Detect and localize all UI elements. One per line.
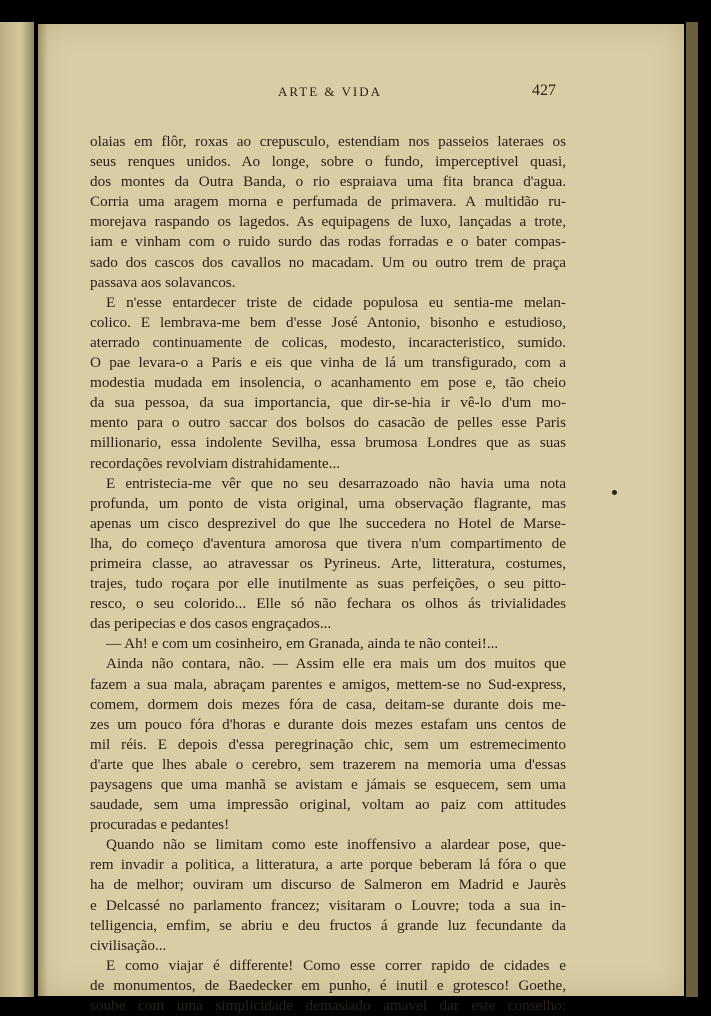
text-line: trajes, tudo roçara por elle inutilmente as suas perfeições, o seu pitto- <box>90 575 566 593</box>
text-line: comem, dormem dois mezes fóra de casa, deitam-se durante dois me- <box>90 695 566 713</box>
text-line: profunda, um ponto de vista original, uma observação flagrante, mas <box>90 494 566 512</box>
text-line: primeira classe, ao atravessar os Pyrineus. Arte, litteratura, costumes, <box>90 554 566 572</box>
text-line: iam e vinham com o ruido surdo das rodas forradas e o bater compas- <box>90 233 566 251</box>
text-line: de monumentos, de Baedecker em punho, é inutil e grotesco! Goethe, <box>90 976 566 994</box>
page-fold-shadow <box>38 24 48 996</box>
text-line: rem invadir a politica, a litteratura, a arte porque beberam lá fóra o que <box>90 856 566 874</box>
text-line: da sua pessoa, da sua importancia, que dir-se-hia ir vê-lo d'um mo- <box>90 394 566 412</box>
text-line: resco, o seu colorido... Elle só não fechara os olhos ás trivialidades <box>90 595 566 613</box>
text-line: O pae levara-o a Paris e eis que vinha de lá um transfigurado, com a <box>90 354 566 372</box>
text-line: telligencia, emfim, se abriu e deu fructos á grande luz fecundante da <box>90 916 566 934</box>
text-line: paysagens que uma manhã se avistam e jámais se esquecem, sem uma <box>90 776 566 793</box>
text-line: civilisação... <box>90 936 167 954</box>
text-line: zes um pouco fóra d'horas e durante dois mezes estafam uns centos de <box>90 715 566 733</box>
text-line: Quando não se limitam como este inoffensivo a alardear pose, que- <box>106 836 566 854</box>
text-line: ha de melhor; ouviram um discurso de Salmeron em Madrid e Jaurès <box>90 876 566 894</box>
text-line: d'arte que lhes abale o cerebro, sem trazerem na memoria uma d'essas <box>90 755 566 773</box>
text-line: dos montes da Outra Banda, o rio espraiava uma fita branca d'agua. <box>90 173 566 191</box>
text-line: seus renques unidos. Ao longe, sobre o fundo, imperceptivel quasi, <box>90 153 566 171</box>
body-text <box>90 132 566 1016</box>
text-line: fazem a sua mala, abraçam parentes e amigos, mettem-se no Sud-express, <box>90 675 566 693</box>
text-line: millionario, essa indolente Sevilha, essa brumosa Londres que as suas <box>90 434 566 452</box>
text-line: procuradas e pedantes! <box>90 816 230 834</box>
text-line: lha, do começo d'aventura amorosa que tivera n'um compartimento de <box>90 534 566 552</box>
previous-page-edge <box>0 22 34 997</box>
book-spine-strip <box>686 22 698 997</box>
text-line: E n'esse entardecer triste de cidade populosa eu sentia-me melan- <box>106 293 566 311</box>
text-line: olaias em flôr, roxas ao crepusculo, estendiam nos passeios lateraes os <box>90 133 566 150</box>
text-line: apenas um cisco desprezivel do que lhe succedera no Hotel de Marse- <box>90 514 566 532</box>
text-line: mil réis. E depois d'essa peregrinação chic, sem um estremecimento <box>90 735 566 753</box>
text-line: e Delcassé no parlamento francez; visitaram o Louvre; toda a sua in- <box>90 896 566 914</box>
text-line: passava aos solavancos. <box>90 273 236 291</box>
text-line: recordações revolviam distrahidamente... <box>90 454 341 472</box>
text-line: mento para o outro saccar dos bolsos do casacão de pelles esse Paris <box>90 414 566 432</box>
text-line: saudade, sem uma impressão original, voltam ao paiz com attitudes <box>90 796 566 814</box>
page-header <box>38 80 684 104</box>
text-line: modestia mudada em insolencia, o acanhamento em pose e, tão cheio <box>90 374 566 392</box>
book-page <box>38 24 684 1015</box>
text-line: morejava raspando os lagedos. As equipagens de luxo, lançadas a trote, <box>90 213 566 231</box>
page-number: 427 <box>532 82 556 99</box>
running-title: ARTE & VIDA <box>278 84 383 99</box>
text-line: soube com uma simplicidade demasiado amavel dar este conselho: <box>90 997 566 1015</box>
text-line: das peripecias e dos casos engraçados... <box>90 615 332 633</box>
text-line: E como viajar é differente! Como esse correr rapido de cidades e <box>106 956 566 974</box>
text-line: aterrado continuamente de colicas, modesto, incaracteristico, sumido. <box>90 333 566 351</box>
text-line: — Ah! e com um cosinheiro, em Granada, ainda te não contei!... <box>106 635 499 653</box>
margin-dot <box>612 490 617 495</box>
text-line: E entristecia-me vêr que no seu desarrazoado não havia uma nota <box>106 474 566 492</box>
text-line: Ainda não contara, não. — Assim elle era mais um dos muitos que <box>106 655 566 673</box>
text-line: Corria uma aragem morna e perfumada de primavera. A multidão ru- <box>90 193 566 211</box>
text-line: sado dos cascos dos cavallos no macadam. Um ou outro trem de praça <box>90 253 566 271</box>
text-line: colico. E lembrava-me bem d'esse José Antonio, bisonho e estudioso, <box>90 313 566 331</box>
